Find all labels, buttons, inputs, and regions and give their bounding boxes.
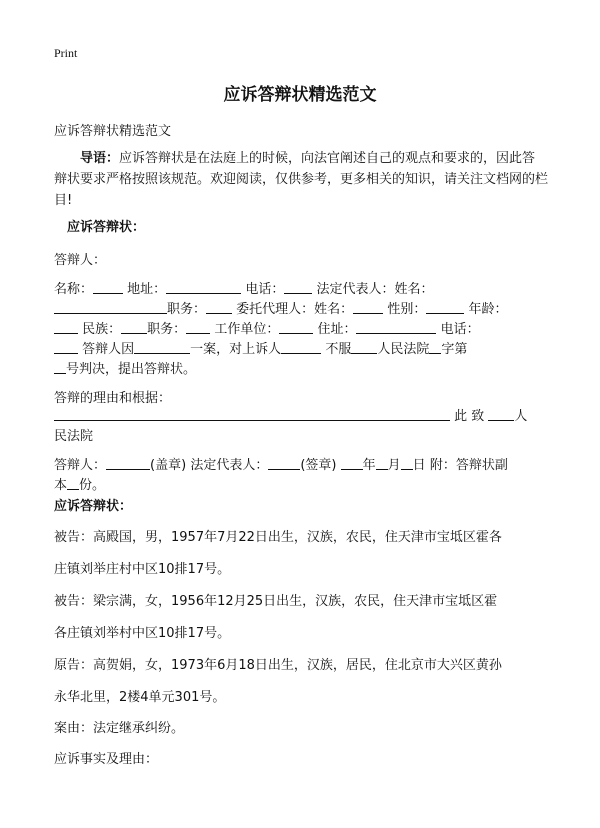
plaintiff-line1: 原告：高贺娟，女，1973年6月18日出生，汉族，居民，住北京市大兴区黄孙 bbox=[54, 658, 502, 673]
document-subtitle: 应诉答辩状精选范文 bbox=[54, 124, 172, 139]
print-link[interactable]: Print bbox=[54, 46, 78, 60]
blank bbox=[351, 341, 377, 354]
defendant2-line2: 各庄镇刘举村中区10排17号。 bbox=[54, 626, 231, 641]
section2-heading: 应诉答辩状： bbox=[54, 499, 133, 514]
blank bbox=[284, 281, 312, 294]
intro-label: 导语： bbox=[80, 151, 120, 166]
sign-month: 月 bbox=[387, 458, 401, 473]
form-workplace-label: 工作单位： bbox=[214, 322, 280, 337]
sign-year: 年 bbox=[362, 458, 376, 473]
form-gender-label: 性别： bbox=[387, 302, 427, 317]
to-label: 此 致 bbox=[454, 409, 485, 424]
form-word-no: 字第 bbox=[441, 342, 468, 357]
section1-heading: 应诉答辩状： bbox=[67, 220, 146, 235]
plaintiff-line2: 永华北里，2楼4单元301号。 bbox=[54, 690, 226, 705]
people-char: 人 bbox=[514, 409, 528, 424]
defendant1-line1: 被告：高殿国，男，1957年7月22日出生，汉族，农民，住天津市宝坻区霍各 bbox=[54, 530, 502, 545]
blank bbox=[54, 408, 450, 421]
blank bbox=[426, 301, 464, 314]
form-legal-rep-label: 法定代表人：姓名： bbox=[316, 282, 434, 297]
blank bbox=[281, 341, 321, 354]
blank bbox=[54, 341, 78, 354]
blank bbox=[279, 321, 313, 334]
blank bbox=[341, 457, 363, 470]
form-phone-label: 电话： bbox=[245, 282, 285, 297]
form-line-2 bbox=[54, 299, 548, 320]
court-label: 民法院 bbox=[54, 429, 94, 444]
blank bbox=[121, 321, 147, 334]
blank bbox=[401, 457, 413, 470]
blank bbox=[356, 321, 436, 334]
respondent-label: 答辩人： bbox=[54, 253, 107, 268]
blank bbox=[268, 457, 300, 470]
form-line-4 bbox=[54, 339, 548, 360]
form-position-label: 职务： bbox=[167, 302, 207, 317]
sign-copies-prefix: 本 bbox=[54, 478, 68, 493]
cause-of-action: 案由：法定继承纠纷。 bbox=[54, 721, 185, 736]
sign-signature: (签章) bbox=[300, 458, 337, 473]
form-line-1 bbox=[54, 279, 548, 300]
form-age-label: 年龄： bbox=[468, 302, 508, 317]
sign-day: 日 bbox=[412, 458, 426, 473]
salutation-line bbox=[54, 406, 548, 427]
signature-line-2 bbox=[54, 475, 548, 496]
sign-copies-suffix: 份。 bbox=[79, 478, 106, 493]
intro-text: 应诉答辩状是在法庭上的时候，向法官阐述自己的观点和要求的，因此答辩状要求严格按照该规范。欢迎阅读，仅供参考，更多相关的知识，请关注文档网的栏目! bbox=[54, 151, 549, 208]
defendant2-line1: 被告：梁宗满，女，1956年12月25日出生，汉族，农民，住天津市宝坻区霍 bbox=[54, 594, 498, 609]
form-phone2-label: 电话： bbox=[440, 322, 480, 337]
blank bbox=[429, 341, 441, 354]
form-line-3 bbox=[54, 319, 548, 340]
blank bbox=[206, 301, 232, 314]
reasons-label: 答辩的理由和根据： bbox=[54, 391, 172, 406]
signature-line-1 bbox=[54, 455, 548, 476]
blank bbox=[186, 321, 210, 334]
form-position2-label: 职务： bbox=[147, 322, 187, 337]
form-line-5 bbox=[54, 359, 548, 380]
form-name-label: 名称： bbox=[54, 282, 94, 297]
blank bbox=[166, 281, 241, 294]
blank bbox=[54, 301, 167, 314]
blank bbox=[54, 321, 78, 334]
form-dissatisfied: 不服 bbox=[325, 342, 352, 357]
sign-respondent-label: 答辩人： bbox=[54, 458, 107, 473]
blank bbox=[488, 408, 514, 421]
blank bbox=[54, 361, 66, 374]
document-title: 应诉答辩状精选范文 bbox=[223, 85, 377, 105]
blank bbox=[67, 477, 79, 490]
blank bbox=[134, 341, 190, 354]
intro-paragraph bbox=[54, 148, 548, 211]
form-judgment: 号判决，提出答辩状。 bbox=[66, 362, 197, 377]
facts-label: 应诉事实及理由： bbox=[54, 752, 159, 767]
form-residence-label: 住址： bbox=[317, 322, 357, 337]
sign-seal: (盖章) bbox=[150, 458, 187, 473]
form-agent-label: 委托代理人：姓名： bbox=[236, 302, 354, 317]
blank bbox=[93, 281, 123, 294]
blank bbox=[376, 457, 388, 470]
blank bbox=[106, 457, 150, 470]
form-court-text: 人民法院 bbox=[377, 342, 430, 357]
defendant1-line2: 庄镇刘举庄村中区10排17号。 bbox=[54, 562, 231, 577]
form-address-label: 地址： bbox=[127, 282, 167, 297]
form-respondent-due: 答辩人因 bbox=[82, 342, 135, 357]
form-case-text: 一案，对上诉人 bbox=[190, 342, 282, 357]
sign-attach: 附：答辩状副 bbox=[429, 458, 508, 473]
sign-legal-rep-label: 法定代表人： bbox=[190, 458, 269, 473]
blank bbox=[353, 301, 383, 314]
form-ethnicity-label: 民族： bbox=[82, 322, 122, 337]
